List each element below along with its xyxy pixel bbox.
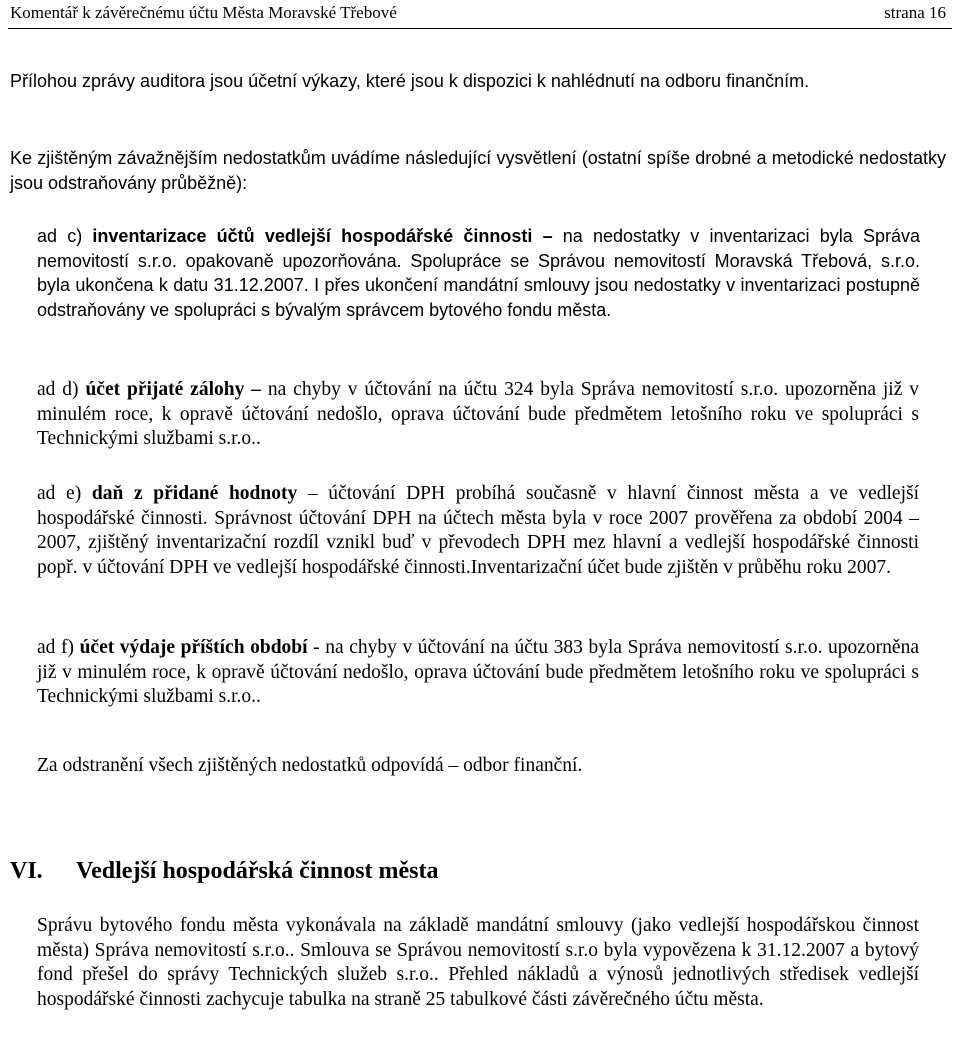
- ad-f-prefix: ad f): [37, 637, 80, 658]
- page-header: [8, 2, 952, 29]
- ad-c-text: na nedostatky v inventarizaci byla Správa nemovitostí s.r.o. opakovaně upozorňována. Spolupráce se Správou nemovitostí Moravská Třebová, s.r.o. byla ukončena k datu 31.12.2007. I přes ukončení mandátní smlouvy jsou nedostatky v inventarizaci postupně odstraňovány ve spolupráci s bývalým správcem bytového fondu města.: [37, 226, 920, 320]
- ad-d-text: na chyby v účtování na účtu 324 byla Správa nemovitostí s.r.o. upozorněna již v minulém roce, k opravě účtování nedošlo, oprava účtování bude předmětem letošního roku ve spolupráci s Technickými službami s.r.o..: [37, 379, 919, 449]
- section-number: VI.: [10, 858, 43, 884]
- paragraph-ad-c: [37, 224, 920, 322]
- paragraph-ad-e: [37, 482, 919, 580]
- ad-f-text: - na chyby v účtování na účtu 383 byla Správa nemovitostí s.r.o. upozorněna již v minulém roce, k opravě účtování nedošlo, oprava účtování bude předmětem letošního roku ve spolupráci s Technickými službami s.r.o..: [37, 637, 919, 707]
- section-heading: [10, 856, 439, 886]
- ad-e-text: – účtování DPH probíhá současně v hlavní činnost města a ve vedlejší hospodářské činnosti. Správnost účtování DPH na účtech města byla v roce 2007 prověřena za období 2004 – 2007, zjištěný inventarizační rozdíl vznikl buď v převodech DPH mez hlavní a vedlejší hospodářské činnosti popř. v účtování DPH ve vedlejší hospodářské činnosti.Inventarizační účet bude zjištěn v průběhu roku 2007.: [37, 483, 919, 578]
- paragraph-secondary-activity: Správu bytového fondu města vykonávala na základě mandátní smlouvy (jako vedlejší hospodářskou činnost města) Správa nemovitostí s.r.o.. Smlouva se Správou nemovitostí s.r.o byla vypovězena k 31.12.2007 a bytový fond přešel do správy Technických služeb s.r.o.. Přehled nákladů a výnosů jednotlivých středisek vedlejší hospodářské činnosti zachycuje tabulka na straně 25 tabulkové části závěrečného účtu města.: [37, 915, 919, 1010]
- paragraph-responsibility: Za odstranění všech zjištěných nedostatků odpovídá – odbor finanční.: [37, 755, 583, 776]
- ad-d-heading: účet přijaté zálohy –: [85, 379, 261, 400]
- ad-f-heading: účet výdaje příštích období: [79, 637, 308, 658]
- ad-c-heading: inventarizace účtů vedlejší hospodářské činnosti –: [92, 226, 553, 246]
- header-title: Komentář k závěrečnému účtu Města Moravské Třebové: [10, 3, 397, 22]
- paragraph-ad-f: [37, 636, 919, 710]
- ad-c-prefix: ad c): [37, 226, 93, 246]
- paragraph-findings-intro: Ke zjištěným závažnějším nedostatkům uvádíme následující vysvětlení (ostatní spíše drobné a metodické nedostatky jsou odstraňovány průběžně):: [10, 148, 946, 193]
- ad-e-prefix: ad e): [37, 483, 92, 504]
- ad-e-heading: daň z přidané hodnoty: [91, 483, 298, 504]
- page-number: strana 16: [884, 3, 946, 22]
- section-title: Vedlejší hospodářská činnost města: [76, 858, 439, 884]
- paragraph-ad-d: [37, 378, 919, 452]
- paragraph-auditor-attachment: Přílohou zprávy auditora jsou účetní výkazy, které jsou k dispozici k nahlédnutí na odboru finančním.: [10, 71, 810, 91]
- ad-d-prefix: ad d): [37, 379, 86, 400]
